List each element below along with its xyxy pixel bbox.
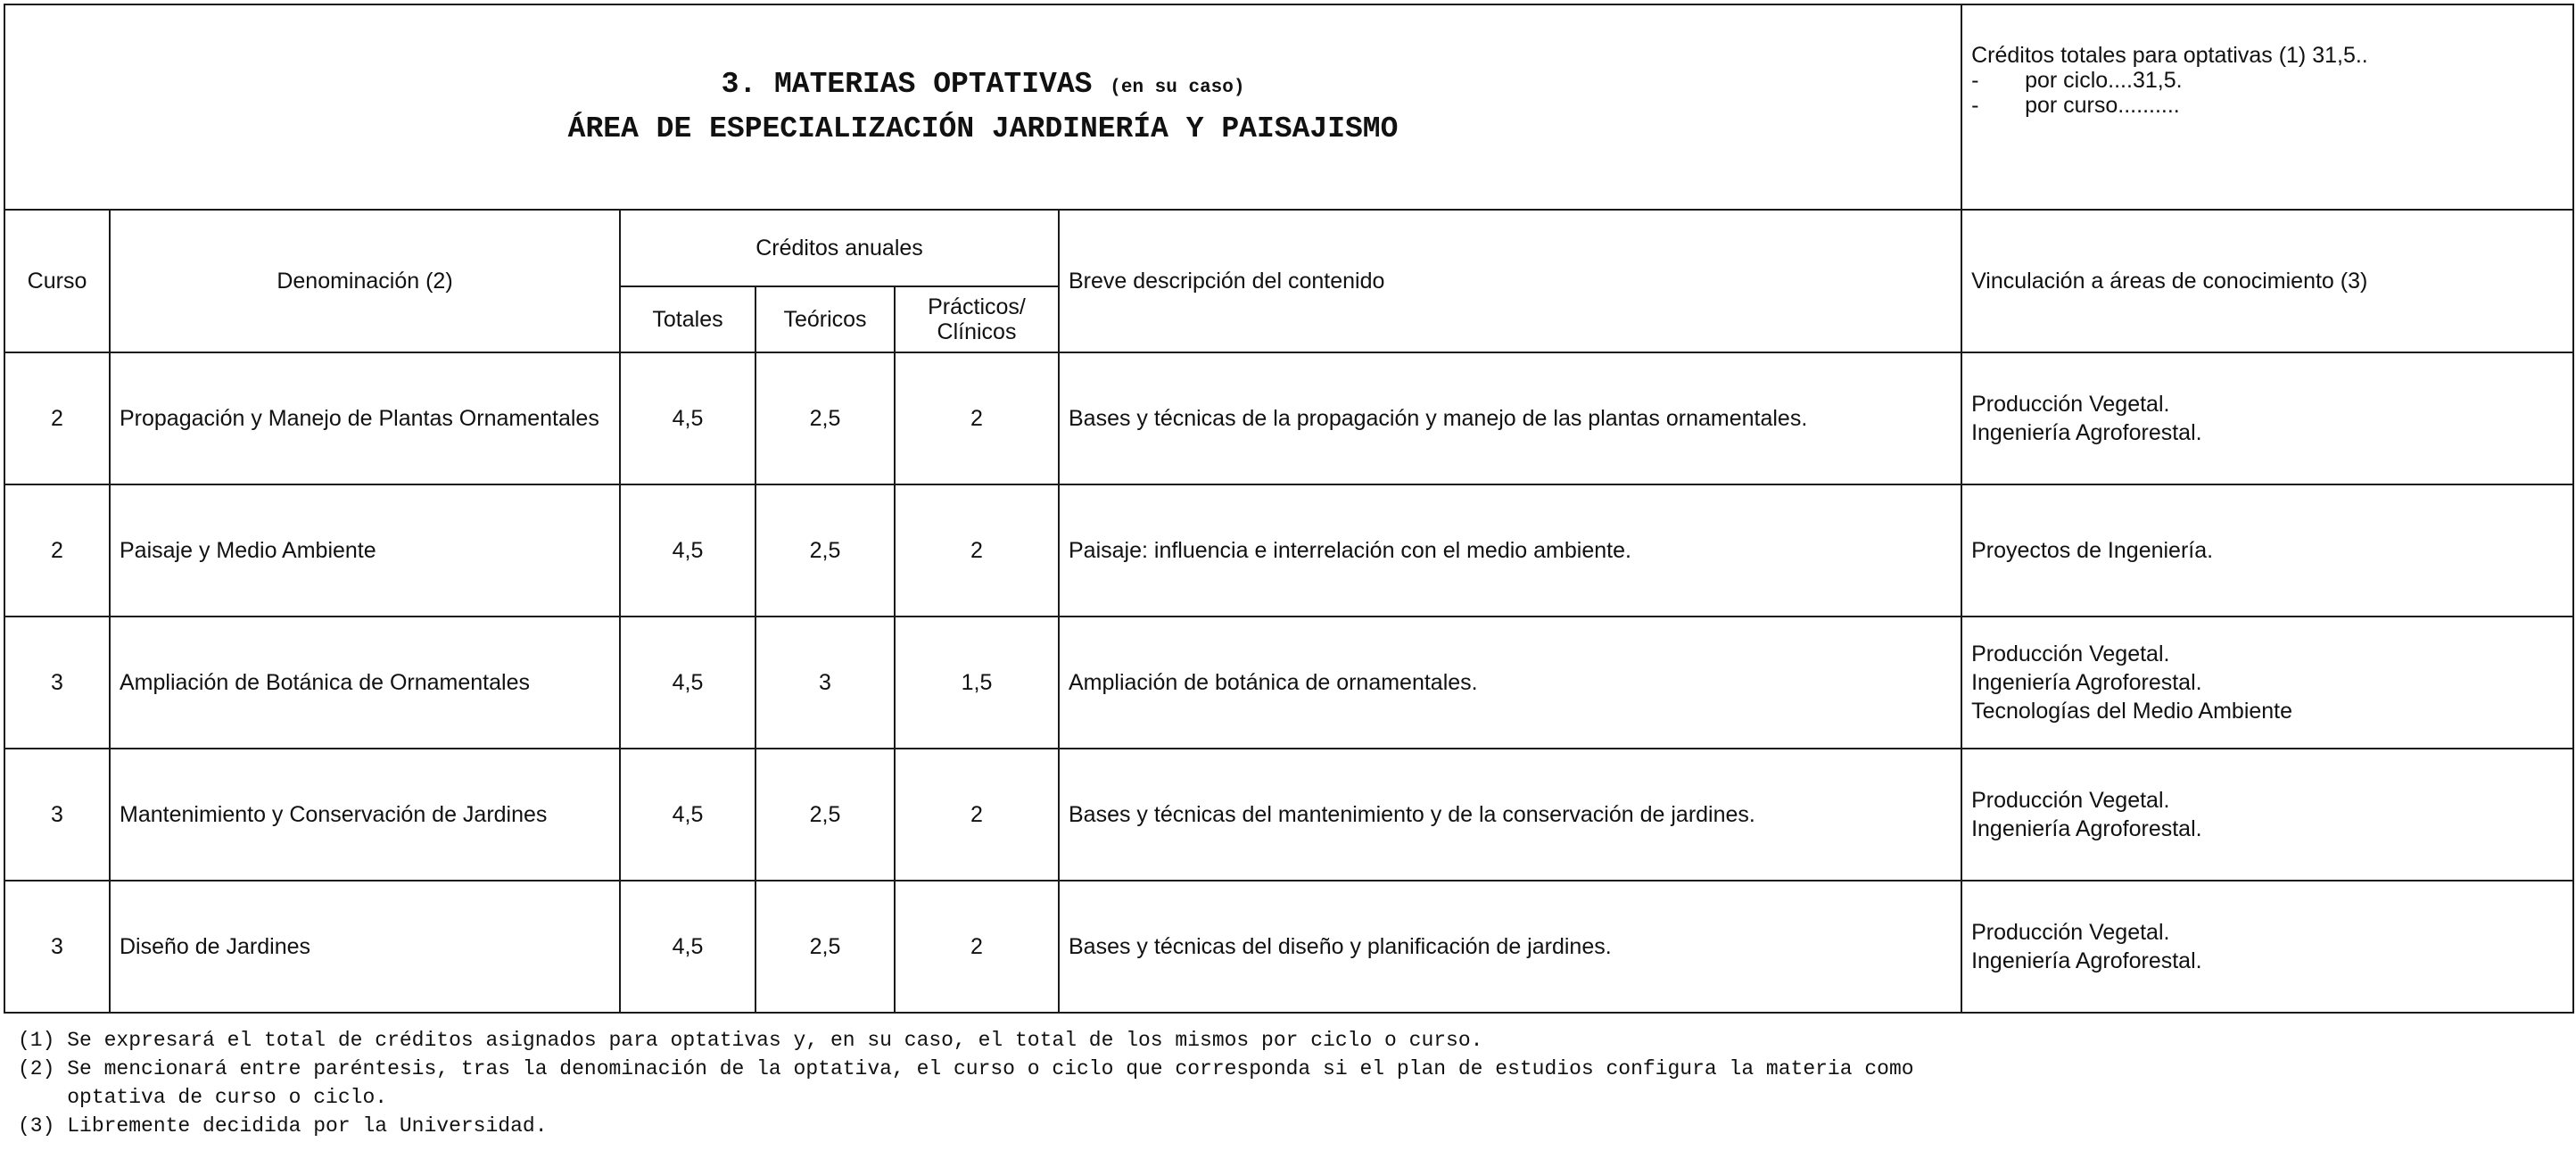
cell-teoricos: 3 [755, 617, 895, 749]
cell-descripcion: Bases y técnicas del mantenimiento y de la conservación de jardines. [1059, 749, 1961, 881]
table-row [4, 484, 2573, 617]
cell-denominacion: Paisaje y Medio Ambiente [110, 484, 620, 617]
area-item: Producción Vegetal. [1971, 392, 2170, 417]
column-header-row [4, 210, 2573, 286]
table-row [4, 352, 2573, 484]
cell-curso: 2 [4, 352, 110, 484]
area-item: Proyectos de Ingeniería. [1971, 538, 2214, 563]
credits-summary [1961, 4, 2573, 210]
cell-totales: 4,5 [620, 749, 755, 881]
table-row [4, 881, 2573, 1013]
col-practicos: Prácticos/ Clínicos [895, 286, 1059, 352]
cell-practicos: 2 [895, 881, 1059, 1013]
area-item: Ingeniería Agroforestal. [1971, 670, 2202, 695]
footnote-3: (3) Libremente decidida por la Universidad. [18, 1114, 548, 1138]
cell-descripcion: Ampliación de botánica de ornamentales. [1059, 617, 1961, 749]
cell-curso: 3 [4, 749, 110, 881]
cell-curso: 3 [4, 881, 110, 1013]
footnote-1: (1) Se expresará el total de créditos asignados para optativas y, en su caso, el total de los mismos por ciclo o curso. [18, 1029, 1483, 1052]
col-descripcion: Breve descripción del contenido [1059, 210, 1961, 352]
cell-areas [1961, 352, 2573, 484]
footnote-2: (2) Se mencionará entre paréntesis, tras la denominación de la optativa, el curso o ciclo que corresponda si el plan de estudios configura la materia como [18, 1057, 1914, 1080]
cell-practicos: 2 [895, 484, 1059, 617]
title-note: (en su caso) [1110, 78, 1245, 98]
area-item: Ingeniería Agroforestal. [1971, 420, 2202, 445]
cell-teoricos: 2,5 [755, 749, 895, 881]
area-item: Ingeniería Agroforestal. [1971, 948, 2202, 973]
cell-totales: 4,5 [620, 617, 755, 749]
table-header-row [4, 4, 2573, 210]
cell-practicos: 1,5 [895, 617, 1059, 749]
optativas-table [4, 4, 2574, 1014]
col-curso: Curso [4, 210, 110, 352]
area-item: Tecnologías del Medio Ambiente [1971, 699, 2293, 724]
area-item: Producción Vegetal. [1971, 920, 2170, 945]
cell-totales: 4,5 [620, 881, 755, 1013]
cell-curso: 3 [4, 617, 110, 749]
col-creditos-anuales: Créditos anuales [620, 210, 1059, 286]
cell-descripcion: Bases y técnicas de la propagación y manejo de las plantas ornamentales. [1059, 352, 1961, 484]
footnote-2-continued: optativa de curso o ciclo. [18, 1086, 388, 1109]
area-item: Producción Vegetal. [1971, 788, 2170, 813]
document-sheet [4, 4, 2572, 1014]
footnotes [18, 1026, 1914, 1140]
area-item: Producción Vegetal. [1971, 641, 2170, 666]
col-totales: Totales [620, 286, 755, 352]
cell-areas [1961, 617, 2573, 749]
cell-denominacion: Mantenimiento y Conservación de Jardines [110, 749, 620, 881]
cell-denominacion: Diseño de Jardines [110, 881, 620, 1013]
cell-denominacion: Ampliación de Botánica de Ornamentales [110, 617, 620, 749]
credits-per-ciclo: - por ciclo....31,5. [1971, 68, 2183, 93]
cell-teoricos: 2,5 [755, 352, 895, 484]
cell-areas [1961, 749, 2573, 881]
cell-descripcion: Paisaje: influencia e interrelación con el medio ambiente. [1059, 484, 1961, 617]
cell-practicos: 2 [895, 749, 1059, 881]
table-title [4, 4, 1961, 210]
title-line-1: 3. MATERIAS OPTATIVAS (en su caso) [721, 68, 1245, 101]
table-row [4, 749, 2573, 881]
cell-denominacion: Propagación y Manejo de Plantas Ornamentales [110, 352, 620, 484]
title-line-2: ÁREA DE ESPECIALIZACIÓN JARDINERÍA Y PAISAJISMO [567, 112, 1399, 145]
cell-totales: 4,5 [620, 484, 755, 617]
cell-teoricos: 2,5 [755, 484, 895, 617]
cell-areas [1961, 484, 2573, 617]
credits-per-curso: - por curso.......... [1971, 93, 2180, 118]
credits-total: Créditos totales para optativas (1) 31,5.. [1971, 43, 2368, 68]
cell-practicos: 2 [895, 352, 1059, 484]
col-vinculacion: Vinculación a áreas de conocimiento (3) [1961, 210, 2573, 352]
cell-totales: 4,5 [620, 352, 755, 484]
cell-teoricos: 2,5 [755, 881, 895, 1013]
table-row [4, 617, 2573, 749]
cell-descripcion: Bases y técnicas del diseño y planificación de jardines. [1059, 881, 1961, 1013]
cell-curso: 2 [4, 484, 110, 617]
col-teoricos: Teóricos [755, 286, 895, 352]
area-item: Ingeniería Agroforestal. [1971, 816, 2202, 841]
cell-areas [1961, 881, 2573, 1013]
col-denominacion: Denominación (2) [110, 210, 620, 352]
